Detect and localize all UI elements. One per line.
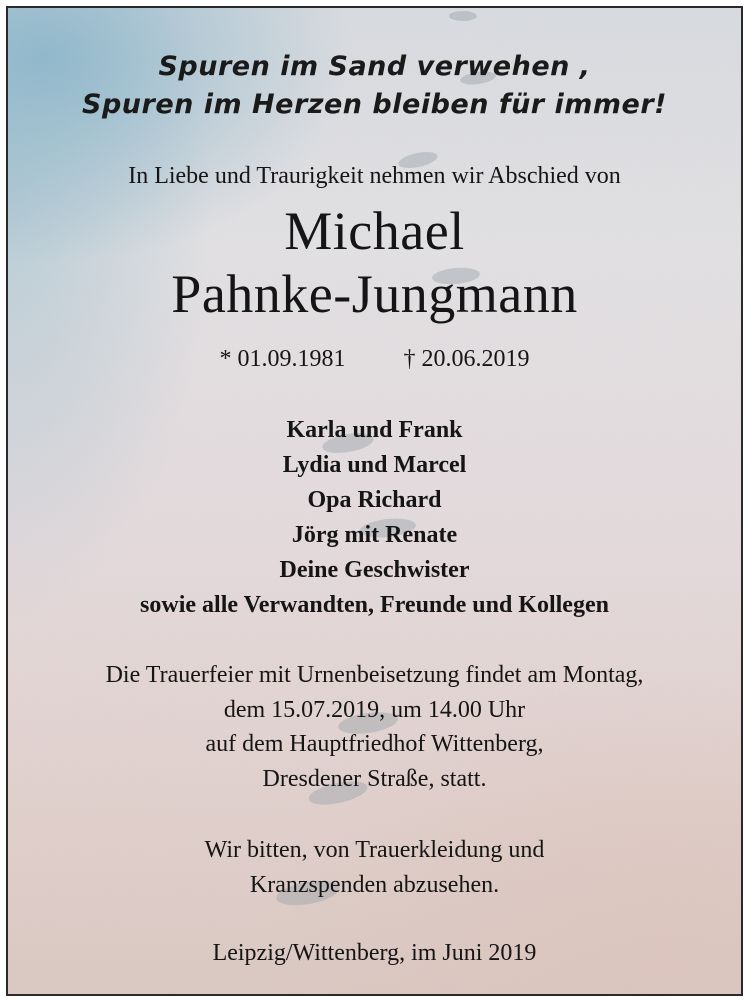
deceased-first-name: Michael [284, 201, 465, 261]
request-line: Kranzspenden abzusehen. [249, 871, 500, 898]
obituary-card [6, 6, 743, 996]
birth-date: * 01.09.1981 [219, 346, 346, 372]
obituary-content [8, 8, 741, 994]
place-and-date: Leipzig/Wittenberg, im Juni 2019 [212, 940, 537, 966]
motto-line-1: Spuren im Sand verwehen , [158, 51, 591, 82]
ceremony-line: Die Trauerfeier mit Urnenbeisetzung findet am Montag, [105, 662, 644, 688]
life-dates [8, 344, 741, 374]
mourners-list [8, 413, 741, 623]
intro-text: In Liebe und Traurigkeit nehmen wir Abschied von [128, 163, 621, 189]
request-text [8, 833, 741, 902]
mourner-line: sowie alle Verwandten, Freunde und Kollegen [140, 592, 609, 618]
ceremony-line: Dresdener Straße, statt. [262, 765, 487, 792]
request-line: Wir bitten, von Trauerkleidung und [204, 837, 545, 863]
motto-line-2: Spuren im Herzen bleiben für immer! [82, 89, 667, 120]
ceremony-details [8, 658, 741, 796]
deceased-last-name: Pahnke-Jungmann [171, 264, 578, 324]
deceased-name [8, 200, 741, 326]
mourner-line: Karla und Frank [286, 417, 463, 443]
ceremony-line: auf dem Hauptfriedhof Wittenberg, [205, 731, 544, 757]
mourner-line: Lydia und Marcel [282, 452, 467, 478]
motto [8, 48, 741, 124]
mourner-line: Jörg mit Renate [291, 522, 458, 548]
mourner-line: Opa Richard [307, 487, 442, 513]
death-date: † 20.06.2019 [403, 346, 530, 372]
ceremony-line: dem 15.07.2019, um 14.00 Uhr [223, 696, 526, 723]
mourner-line: Deine Geschwister [279, 557, 470, 583]
